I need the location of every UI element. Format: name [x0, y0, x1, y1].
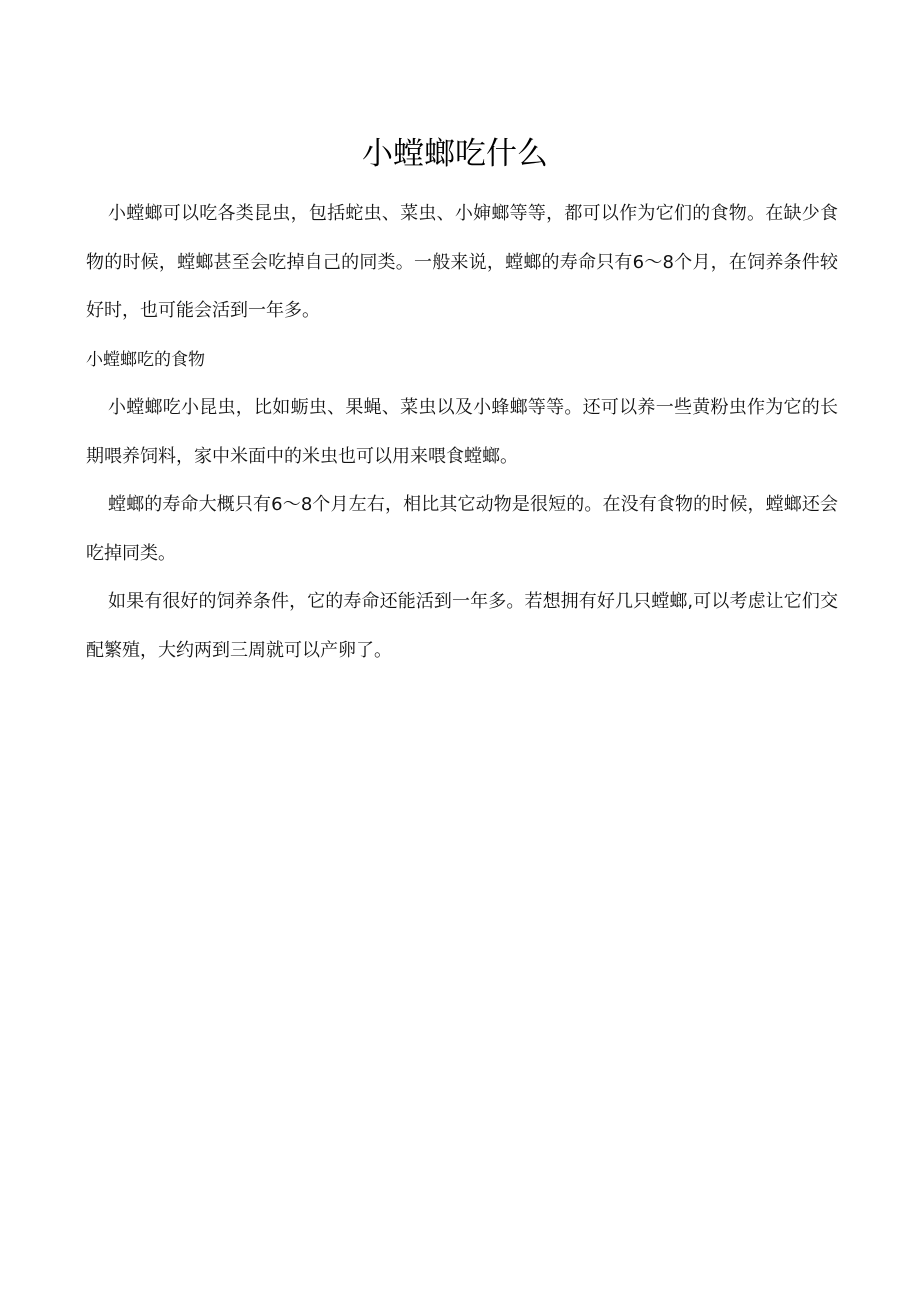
body-paragraph: 如果有很好的饲养条件，它的寿命还能活到一年多。若想拥有好几只螳螂,可以考虑让它们交配繁殖，大约两到三周就可以产卵了。 — [86, 591, 838, 661]
body-paragraph: 小螳螂吃小昆虫，比如蛎虫、果蝇、菜虫以及小蜂螂等等。还可以养一些黄粉虫作为它的长期喂养饲料，家中米面中的米虫也可以用来喂食螳螂。 — [86, 397, 838, 467]
document-title: 小螳螂吃什么 — [362, 136, 548, 172]
document-body — [86, 190, 838, 675]
intro-paragraph: 小螳螂可以吃各类昆虫，包括蛇虫、菜虫、小婶螂等等，都可以作为它们的食物。在缺少食物的时候，螳螂甚至会吃掉自己的同类。一般来说，螳螂的寿命只有6～8个月，在饲养条件较好时，也可能会活到一年多。 — [86, 203, 838, 321]
section-heading: 小螳螂吃的食物 — [86, 349, 205, 370]
body-paragraph: 螳螂的寿命大概只有6～8个月左右，相比其它动物是很短的。在没有食物的时候，螳螂还会吃掉同类。 — [86, 494, 838, 564]
